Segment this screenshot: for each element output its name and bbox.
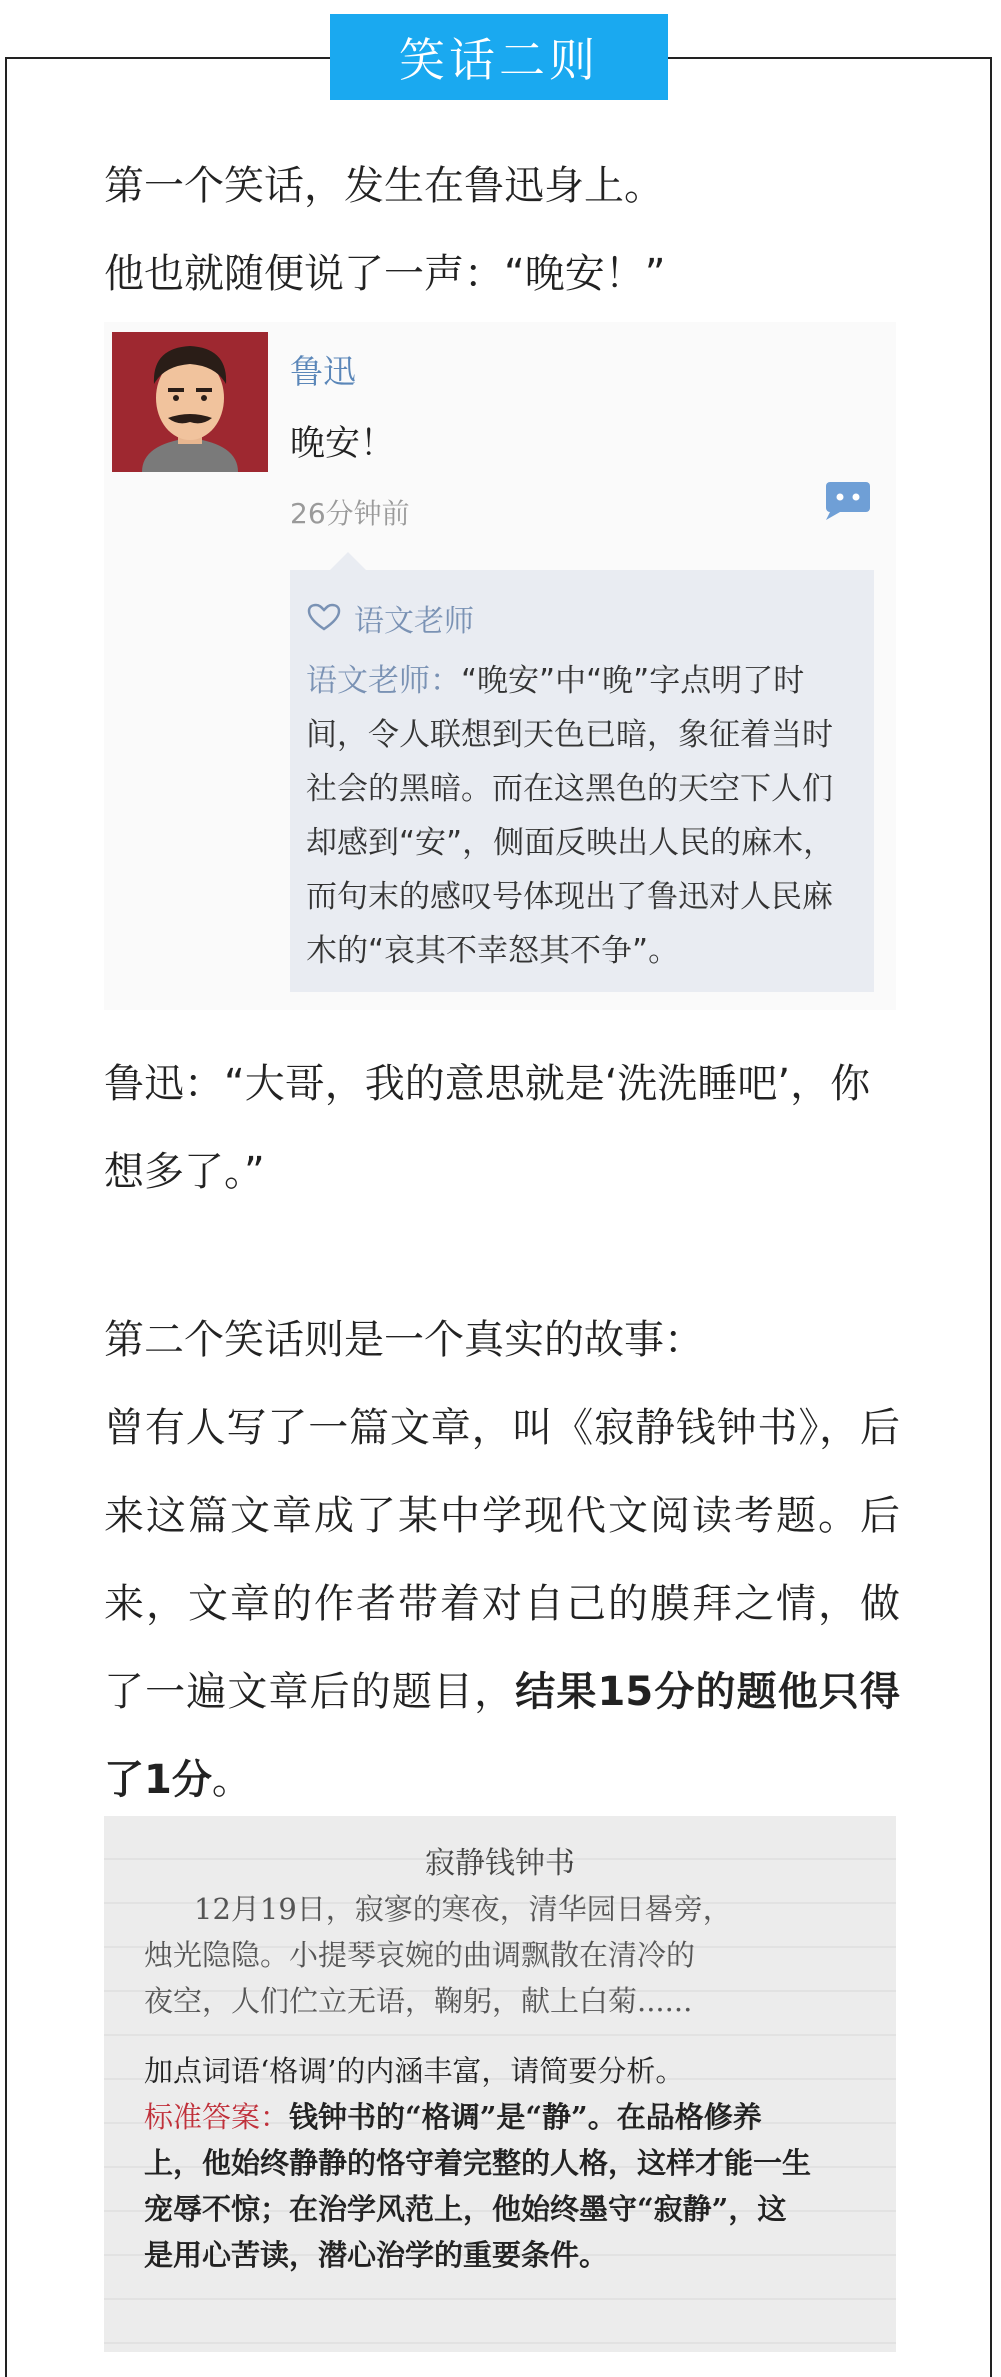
paragraph-story2-intro: 第二个笑话则是一个真实的故事： xyxy=(104,1317,704,1363)
paper-line: 12月19日，寂寥的寒夜，清华园日晷旁， xyxy=(194,1892,732,1926)
reply-header xyxy=(306,596,858,640)
post-author[interactable]: 鲁迅 xyxy=(290,352,356,391)
story2-period: 。 xyxy=(211,1757,252,1803)
answer-text: 钱钟书的“格调”是“静”。在品格修养 xyxy=(289,2100,762,2134)
paper-answer-line xyxy=(104,2094,896,2140)
story2-highlight: 结果15分的题他只得了1分 xyxy=(104,1669,900,1803)
paper-question: 加点词语‘格调’的内涵丰富，请简要分析。 xyxy=(144,2054,685,2088)
reply-content xyxy=(306,654,858,978)
paper-line: 烛光隐隐。小提琴哀婉的曲调飘散在清冷的 xyxy=(144,1938,696,1972)
answer-label: 标准答案： xyxy=(144,2100,290,2134)
section-title-text: 笑话二则 xyxy=(399,33,599,87)
reply-username[interactable]: 语文老师 xyxy=(354,604,474,639)
paragraph-story1-quote: 他也就随便说了一声：“晚安！” xyxy=(104,251,666,297)
section-title xyxy=(330,14,668,100)
paper-answer-line: 宠辱不惊；在治学风范上，他始终墨守“寂静”，这 xyxy=(144,2192,787,2226)
post-text: 晚安！ xyxy=(290,424,396,464)
story2-text: 曾有人写了一篇文章，叫《寂静钱钟书》，后来这篇文章成了某中学现代文阅读考题。后来，文章的作者带着对自己的膜拜之情，做了一遍文章后的题目， xyxy=(104,1405,900,1715)
paper-title: 寂静钱钟书 xyxy=(425,1846,575,1881)
lu-xun-avatar-icon xyxy=(112,332,268,472)
paper-answer-line: 是用心苦读，潜心治学的重要条件。 xyxy=(144,2238,609,2272)
paragraph-story1-ending: 鲁迅：“大哥，我的意思就是‘洗洗睡吧’，你想多了。” xyxy=(104,1061,871,1195)
paper-answer-line: 上，他始终静静的恪守着完整的人格，这样才能一生 xyxy=(144,2146,812,2180)
reply-box xyxy=(290,570,874,992)
weibo-post-screenshot xyxy=(104,322,896,1010)
heart-icon[interactable] xyxy=(306,603,342,633)
exam-paper-image xyxy=(104,1816,896,2352)
post-timestamp: 26分钟前 xyxy=(290,497,410,530)
reply-author[interactable]: 语文老师： xyxy=(306,663,461,699)
reply-text: “晚安”中“晚”字点明了时间，令人联想到天色已暗，象征着当时社会的黑暗。而在这黑色的天空下人们却感到“安”，侧面反映出人民的麻木，而句末的感叹号体现出了鲁迅对人民麻木的“哀其不幸怒其不争”。 xyxy=(306,663,835,969)
avatar xyxy=(112,332,268,472)
paragraph-story2-body xyxy=(104,1384,900,1824)
paragraph-story1-intro: 第一个笑话，发生在鲁迅身上。 xyxy=(104,163,664,209)
paper-line: 夜空，人们伫立无语，鞠躬，献上白菊...... xyxy=(144,1984,693,2018)
comment-icon[interactable] xyxy=(824,480,872,520)
